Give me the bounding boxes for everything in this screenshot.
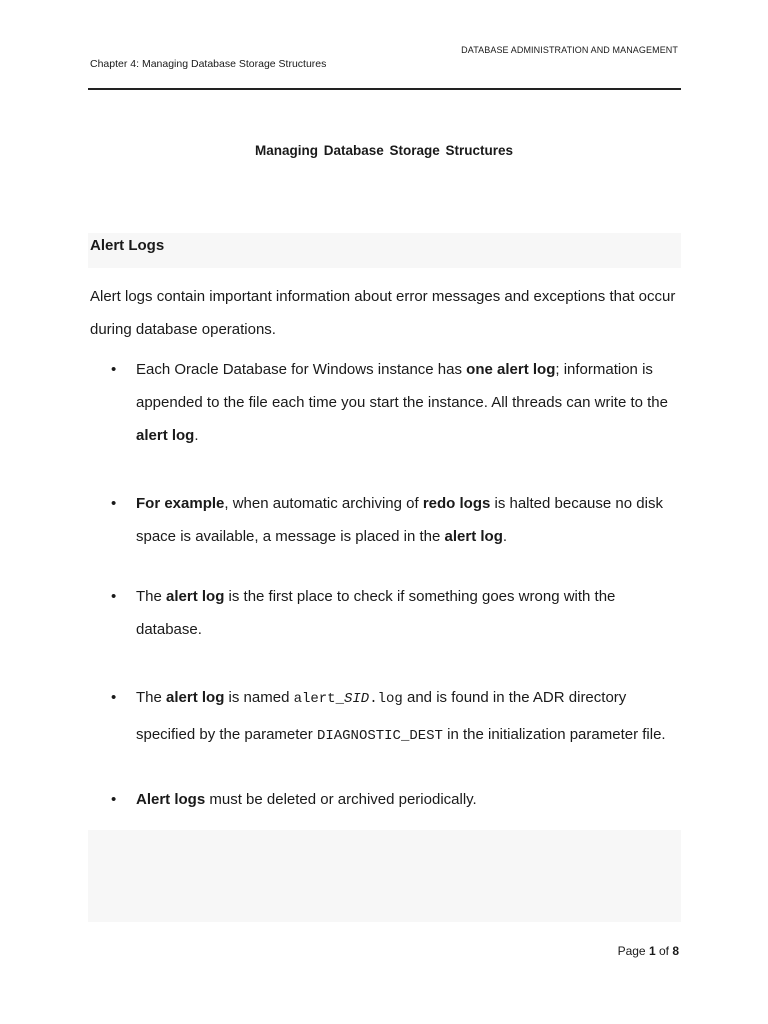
section-title: Alert Logs bbox=[90, 237, 165, 254]
bullet-dot: • bbox=[111, 495, 117, 512]
running-header-chapter: Chapter 4: Managing Database Storage Structures bbox=[90, 58, 327, 70]
blank-shaded-block bbox=[88, 830, 681, 922]
alert-log-filename: alert_SID.log bbox=[293, 691, 403, 707]
bullet-item-1: • Each Oracle Database for Windows instance has one alert log; information is appended to the file each time you start the instance. All threads can write to the alert log. bbox=[136, 353, 681, 452]
bullet-item-2: • For example, when automatic archiving of redo logs is halted because no disk space is available, a message is placed in the alert log. bbox=[136, 487, 681, 553]
intro-paragraph: Alert logs contain important information about error messages and exceptions that occur during database operations. bbox=[90, 288, 676, 338]
running-header-right: DATABASE ADMINISTRATION AND MANAGEMENT bbox=[461, 45, 678, 55]
header-divider bbox=[88, 88, 681, 90]
page-title: Managing Database Storage Structures bbox=[254, 143, 514, 158]
bullet-item-4: • The alert log is named alert_SID.log and is found in the ADR directory specified by the parameter DIAGNOSTIC_DEST in the initialization parameter file. bbox=[136, 680, 681, 754]
bullet-dot: • bbox=[111, 689, 117, 706]
section-heading-bar bbox=[88, 233, 681, 268]
bullet-dot: • bbox=[111, 588, 117, 605]
bullet-dot: • bbox=[111, 791, 117, 808]
bullet-item-3: • The alert log is the first place to check if something goes wrong with the database. bbox=[136, 580, 681, 646]
page-number: Page 1 of 8 bbox=[617, 944, 679, 958]
diagnostic-dest-parameter: DIAGNOSTIC_DEST bbox=[316, 728, 443, 744]
bullet-dot: • bbox=[111, 361, 117, 378]
bullet-item-5: • Alert logs must be deleted or archived periodically. bbox=[136, 783, 681, 816]
